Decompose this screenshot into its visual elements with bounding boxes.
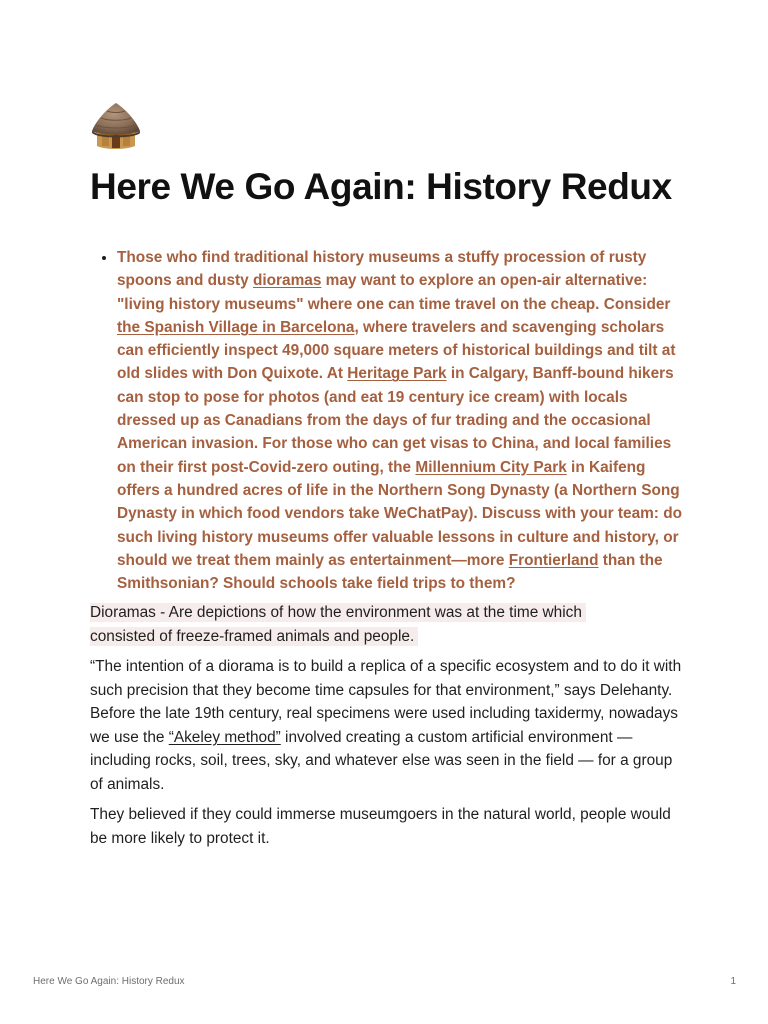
callout-text: in Kaifeng offers a hundred acres of life in the Northern Song Dynasty (a Northern Song Dynasty in which food vendors take WeChatPay). Discuss with your team: do such living history museums offer valuable lessons in culture and history, or should we treat them mainly as entertainment—more [117, 458, 683, 569]
document-page [90, 100, 682, 850]
paragraph-text: involved creating a custom artificial environment — including rocks, soil, trees, sky, and whatever else was seen in the field — for a group of animals. [90, 728, 673, 793]
callout-text: than the Smithsonian? Should schools take field trips to them? [117, 551, 663, 593]
highlighted-line: consisted of freeze-framed animals and people. [90, 627, 418, 646]
paragraph-diorama-intention [90, 655, 682, 796]
akeley-method-link[interactable]: “Akeley method” [168, 728, 281, 746]
paragraph-text: “The intention of a diorama is to build a replica of a specific ecosystem and to do it with such precision that they become time capsules for that environment,” says Delehanty. Before the late 19th century, real specimens were used including taxidermy, nowadays we use the [90, 658, 682, 746]
highlighted-line: Dioramas - Are depictions of how the environment was at the time which [90, 603, 586, 622]
callout-text: in Calgary, Banff-bound hikers can stop to pose for photos (and eat 19 century ice cream) with locals dressed up as Canadians from the days of fur trading and the occasional American invasion. For those who can get visas to China, and local families on their first post-Covid-zero outing, the [117, 365, 674, 476]
footer-page-number: 1 [730, 976, 736, 987]
footer-title: Here We Go Again: History Redux [33, 976, 185, 987]
page-title: Here We Go Again: History Redux [90, 166, 672, 207]
spanish-village-link[interactable]: the Spanish Village in Barcelona [117, 318, 355, 336]
callout-list [90, 246, 682, 595]
frontierland-link[interactable]: Frontierland [508, 551, 599, 569]
paragraph-immersion: They believed if they could immerse museumgoers in the natural world, people would be more likely to protect it. [90, 806, 671, 847]
heritage-park-link[interactable]: Heritage Park [347, 365, 447, 383]
callout-text: Those who find traditional history museums a stuffy procession of rusty spoons and dusty [117, 249, 647, 290]
hut-icon [88, 100, 144, 154]
dioramas-definition [90, 601, 682, 648]
callout-item [117, 246, 682, 595]
millennium-city-park-link[interactable]: Millennium City Park [415, 458, 567, 476]
callout-text: , where travelers and scavenging scholars can efficiently inspect 49,000 square meters of historical buildings and tilt at old slides with Don Quixote. At [117, 318, 676, 383]
dioramas-link[interactable]: dioramas [252, 272, 322, 290]
callout-text: may want to explore an open-air alternative: "living history museums" where one can time travel on the cheap. Consider [117, 272, 671, 313]
